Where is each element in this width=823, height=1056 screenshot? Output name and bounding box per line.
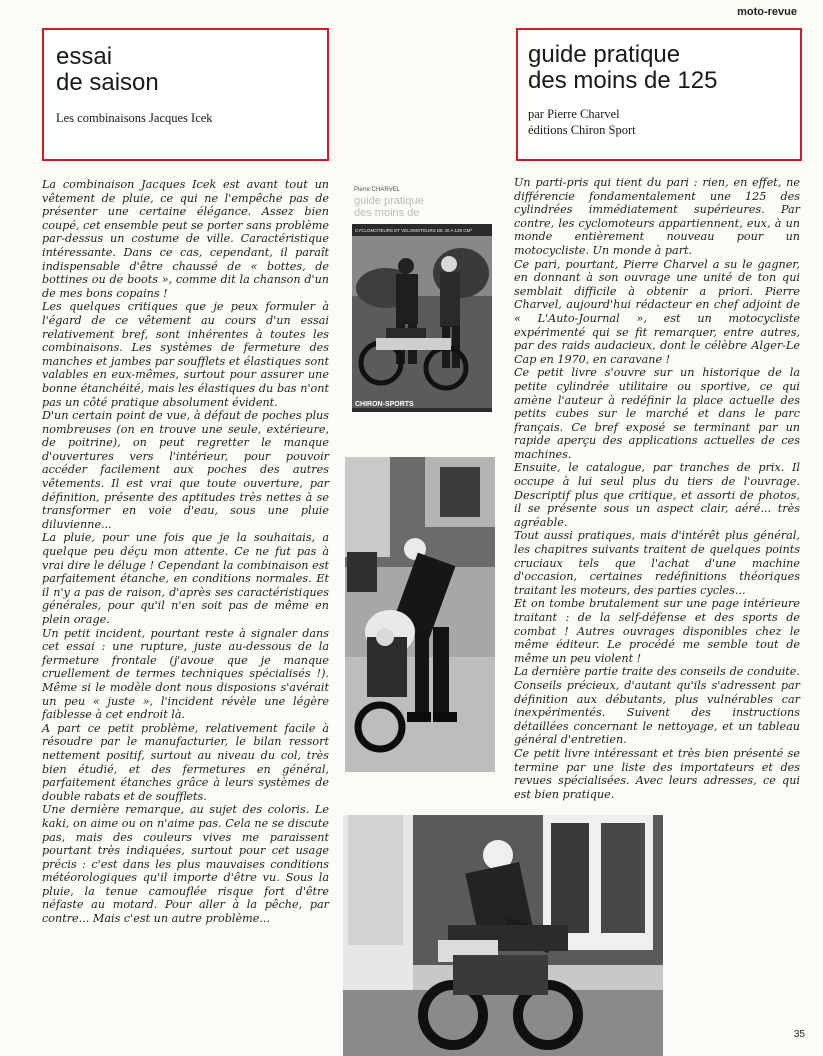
page-number: 35 — [793, 1029, 805, 1040]
guide-publisher: éditions Chiron Sport — [528, 123, 636, 137]
guide-paragraph: Ensuite, le catalogue, par tranches de prix. Il occupe à lui seul plus du tiers de l'ouvrage. Descriptif plus que critique, et assorti de photos, il se présente sous un aspect clair, aéré... très agréable. — [514, 461, 800, 529]
essai-article-body — [42, 178, 329, 926]
book-cover-publisher: CHIRON-SPORTS — [355, 401, 414, 408]
book-cover-photo — [346, 178, 496, 413]
guide-article-body — [514, 176, 800, 801]
essai-paragraph: La combinaison Jacques Icek est avant tout un vêtement de pluie, ce qui ne l'empêche pas de présenter une certaine élégance. Assez bien coupé, cet ensemble peut se porter sans problème par-dessus un costume de ville. Caractéristique intéressante. Dans ce cas, cependant, il paraît indispensable d'être chaussé de « bottes, de bottines ou de boots », comme dit la chanson d'un de mes bons copains ! — [42, 178, 329, 300]
essai-paragraph: A part ce petit problème, relativement facile à résoudre par le manufacturier, le bilan ressort nettement positif, surtout au niveau du col, très bien étudié, et des fermetures en général, parfaitement étanches grâce à leurs systèmes de double rabats et de soufflets. — [42, 721, 329, 803]
essai-paragraph: La pluie, pour une fois que je la souhaitais, a quelque peu déçu mon attente. Ce ne fut pas à vrai dire le déluge ! Cependant la combinaison est parfaitement étanche, en conditions normales. Et il n'y a pas de raison, d'après ses caractéristiques générales, pour qu'il n'en soit pas de même en plein orage. — [42, 531, 329, 626]
book-cover-title-2: des moins de — [354, 207, 420, 219]
essai-title — [56, 44, 327, 96]
book-cover-title-1: guide pratique — [354, 195, 424, 207]
guide-byline — [528, 106, 800, 138]
guide-paragraph: Ce petit livre s'ouvre sur un historique de la petite cylindrée utilitaire ou sportive, ce qui amène l'auteur à redéfinir la place actuelle des petits cubes sur le marché et dans le parc français. Ce bref exposé se terminant par un rapide aperçu des applications actuelles de ces machines. — [514, 366, 800, 461]
book-cover-banner: CYCLOMOTEURS ET VELOMOTEURS DE 40 A 125 CM³ — [355, 228, 472, 233]
essai-paragraph: Un petit incident, pourtant reste à signaler dans cet essai : une rupture, juste au-dessous de la fermeture frontale (j'avoue que je manque cruellement de termes techniques spécialisés !). Même si le modèle dont nous disposions s'avérait un peu « juste », l'incident révèle une légère faiblesse à cet endroit là. — [42, 626, 329, 722]
guide-paragraph: Un parti-pris qui tient du pari : rien, en effet, ne différencie fondamentalement une 125 des cylindrées immédiatement supérieures. Par contre, les cyclomoteurs appartiennent, eux, à un monde entièrement nouveau pour un motocycliste. Un monde à part. — [514, 176, 800, 257]
essai-paragraph: Une dernière remarque, au sujet des coloris. Le kaki, on aime ou on n'aime pas. Cela ne se discute pas, mais des couleurs vives me paraissent pourtant très indiquées, surtout pour cet usage précis : c'est dans les plus mauvaises conditions météorologiques qu'il importe d'être vu. Sous la pluie, la tenue camouflée risque fort d'être néfaste au motard. Pour aller à la pêche, par contre... Mais c'est un autre problème... — [42, 803, 329, 926]
book-cover-author: Pierre CHARVEL — [354, 187, 400, 193]
essai-subtitle: Les combinaisons Jacques Icek — [56, 111, 213, 125]
guide-paragraph: La dernière partie traite des conseils de conduite. Conseils précieux, d'autant qu'ils s'adressent par définition aux débutants, plus vulnérables car inexpérimentés. Suivent des instructions détaillées concernant le nettoyage, et un tableau général d'entretien. — [514, 665, 800, 747]
essai-paragraph: D'un certain point de vue, à défaut de poches plus nombreuses (on en trouve une seule, extérieure, de poitrine), on peut regretter le manque d'ouvertures vers l'intérieur, pour pouvoir accéder facilement aux poches des autres vêtements. Il est vrai que toute ouverture, par définition, présente des aptitudes très nettes à se transformer en voie d'eau, sous une pluie diluvienne... — [42, 409, 329, 531]
guide-title — [528, 42, 800, 94]
guide-author: par Pierre Charvel — [528, 107, 620, 121]
motorcyclist-street-photo — [345, 457, 495, 772]
guide-paragraph: Ce petit livre intéressant et très bien présenté se termine par une liste des importateurs et des revues spécialisées. Avec leurs adresses, ce qui est bien pratique. — [514, 746, 800, 801]
guide-paragraph: Et on tombe brutalement sur une page intérieure traitant : de la self-défense et des sports de combat ! Autres ouvrages disponibles chez le même éditeur. Le procédé me semble tout de même un peu violent ! — [514, 597, 800, 665]
essai-title-box — [42, 28, 329, 161]
guide-title-box — [516, 28, 802, 161]
rider-on-motorcycle-photo — [343, 815, 663, 1056]
essai-title-line-1: essai — [56, 43, 113, 70]
guide-title-line-2: des moins de 125 — [528, 67, 718, 94]
essai-paragraph: Les quelques critiques que je peux formuler à l'égard de ce vêtement au cours d'un essai relativement bref, sont inhérentes à toutes les combinaisons. Les systèmes de fermeture des manches et jambes par soufflets et élastiques sont valables en eux-mêmes, surtout pour assurer une bonne étanchéité, mais les élastiques du bas n'ont pas un côté pratique absolument évident. — [42, 300, 329, 409]
guide-paragraph: Tout aussi pratiques, mais d'intérêt plus général, les chapitres suivants traitent de quelques points cruciaux tels que l'achat d'une machine d'occasion, certaines redéfinitions théoriques traitant les moteurs, des parties cycles... — [514, 529, 800, 597]
magazine-brand: moto-revue — [737, 6, 797, 18]
essai-title-line-2: de saison — [56, 69, 159, 96]
guide-title-line-1: guide pratique — [528, 41, 681, 68]
guide-paragraph: Ce pari, pourtant, Pierre Charvel a su le gagner, en donnant à son ouvrage une unité de ton qui semblait difficile à obtenir a priori. Pierre Charvel, aujourd'hui rédacteur en chef adjoint de « L'Auto-Journal », est un motocycliste expérimenté qui se fit remarquer, entre autres, par des raids audacieux, dont le célèbre Alger-Le Cap en 1970, en caravane ! — [514, 257, 800, 366]
